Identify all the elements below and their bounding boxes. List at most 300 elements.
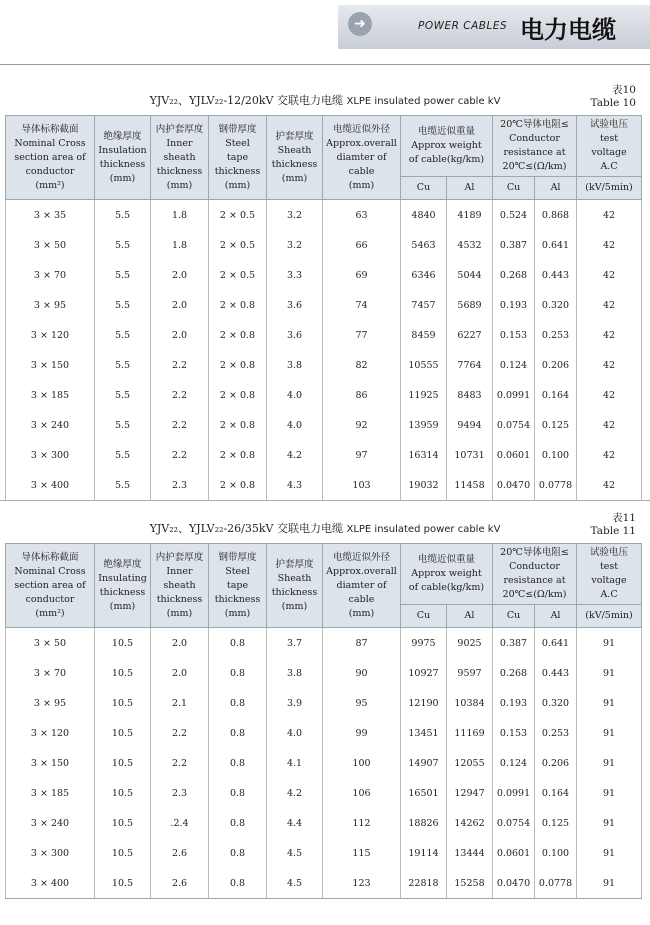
header-line: 护套厚度 xyxy=(275,130,314,142)
header-line: (mm) xyxy=(281,600,308,612)
cell-outer-diameter: 100 xyxy=(323,748,401,778)
section-divider xyxy=(0,500,650,501)
cell-sheath: 4.1 xyxy=(267,748,323,778)
cell-steel-tape: 0.8 xyxy=(209,808,267,838)
table-row xyxy=(6,470,642,501)
header-rule xyxy=(0,64,650,65)
col-header-weight xyxy=(401,116,493,177)
header-line: 电缆近似外径 xyxy=(332,551,390,563)
cell-insulation: 10.5 xyxy=(95,658,151,688)
col-header-resistance xyxy=(493,116,577,177)
col-header-sheath xyxy=(267,544,323,628)
cell-resistance-al: 0.443 xyxy=(535,260,577,290)
header-line: resistance at xyxy=(503,147,566,158)
cell-weight-al: 10731 xyxy=(447,440,493,470)
cell-insulation: 5.5 xyxy=(95,320,151,350)
header-line: section area of xyxy=(14,579,86,591)
cell-outer-diameter: 77 xyxy=(323,320,401,350)
header-line: (mm²) xyxy=(35,179,65,191)
table11-caption-model: YJV₂₂、YJLV₂₂-26/35kV xyxy=(149,522,274,535)
cell-resistance-al: 0.206 xyxy=(535,748,577,778)
cell-sheath: 4.4 xyxy=(267,808,323,838)
col-header-inner-sheath xyxy=(151,116,209,200)
cell-resistance-cu: 0.153 xyxy=(493,718,535,748)
header-line: (mm) xyxy=(166,607,193,619)
cell-weight-cu: 13451 xyxy=(401,718,447,748)
table-row xyxy=(6,658,642,688)
table-row xyxy=(6,748,642,778)
cell-test-voltage: 42 xyxy=(577,380,642,410)
cell-weight-al: 9494 xyxy=(447,410,493,440)
cell-insulation: 10.5 xyxy=(95,778,151,808)
cell-cross-section: 3 × 120 xyxy=(6,718,95,748)
cell-sheath: 3.7 xyxy=(267,628,323,659)
cell-outer-diameter: 92 xyxy=(323,410,401,440)
cell-outer-diameter: 115 xyxy=(323,838,401,868)
cell-inner-sheath: 2.2 xyxy=(151,350,209,380)
cell-cross-section: 3 × 150 xyxy=(6,748,95,778)
header-line: thickness xyxy=(99,586,146,598)
header-line: Inner xyxy=(166,565,193,577)
cell-sheath: 3.2 xyxy=(267,230,323,260)
arrow-right-icon: ➜ xyxy=(348,12,372,36)
header-line: Steel xyxy=(225,137,250,149)
cell-outer-diameter: 82 xyxy=(323,350,401,380)
header-line: conductor xyxy=(25,593,75,605)
table-row xyxy=(6,718,642,748)
header-line: 20℃导体电阻≤ xyxy=(500,547,569,558)
cell-resistance-al: 0.0778 xyxy=(535,868,577,899)
cell-steel-tape: 0.8 xyxy=(209,658,267,688)
cell-weight-cu: 11925 xyxy=(401,380,447,410)
header-line: 钢带厚度 xyxy=(218,123,257,135)
cell-outer-diameter: 106 xyxy=(323,778,401,808)
header-line: (mm) xyxy=(224,179,251,191)
header-line: 内护套厚度 xyxy=(155,123,204,135)
header-line: thickness xyxy=(156,593,203,605)
cell-steel-tape: 0.8 xyxy=(209,688,267,718)
cell-inner-sheath: 2.3 xyxy=(151,778,209,808)
cell-weight-cu: 13959 xyxy=(401,410,447,440)
cell-cross-section: 3 × 35 xyxy=(6,200,95,231)
header-line: conductor xyxy=(25,165,75,177)
cell-inner-sheath: 2.2 xyxy=(151,380,209,410)
cell-sheath: 4.5 xyxy=(267,838,323,868)
cell-sheath: 3.8 xyxy=(267,350,323,380)
cell-sheath: 4.2 xyxy=(267,778,323,808)
cell-inner-sheath: 2.0 xyxy=(151,320,209,350)
subheader-weight-cu: Cu xyxy=(401,605,447,628)
header-line: (mm) xyxy=(348,607,375,619)
cell-weight-al: 4532 xyxy=(447,230,493,260)
cell-resistance-al: 0.641 xyxy=(535,628,577,659)
cell-cross-section: 3 × 185 xyxy=(6,778,95,808)
cell-resistance-al: 0.164 xyxy=(535,778,577,808)
table-row xyxy=(6,778,642,808)
cell-inner-sheath: 2.0 xyxy=(151,260,209,290)
cell-weight-cu: 4840 xyxy=(401,200,447,231)
cell-steel-tape: 2 × 0.8 xyxy=(209,440,267,470)
cell-test-voltage: 42 xyxy=(577,350,642,380)
header-line: sheath xyxy=(163,579,196,591)
cell-sheath: 3.3 xyxy=(267,260,323,290)
cell-sheath: 3.6 xyxy=(267,290,323,320)
cell-steel-tape: 2 × 0.8 xyxy=(209,320,267,350)
cell-weight-cu: 9975 xyxy=(401,628,447,659)
cell-test-voltage: 91 xyxy=(577,778,642,808)
subheader-weight-cu: Cu xyxy=(401,177,447,200)
header-line: tape xyxy=(226,151,249,163)
col-header-cross-section xyxy=(6,544,95,628)
header-line: diamter of xyxy=(336,151,387,163)
cell-resistance-al: 0.320 xyxy=(535,290,577,320)
header-line: 绝缘厚度 xyxy=(103,558,142,570)
cell-insulation: 5.5 xyxy=(95,200,151,231)
subheader-weight-al: Al xyxy=(447,177,493,200)
cell-inner-sheath: 2.2 xyxy=(151,440,209,470)
header-line: (mm) xyxy=(281,172,308,184)
cell-outer-diameter: 112 xyxy=(323,808,401,838)
header-line: Approx weight xyxy=(411,140,482,151)
col-header-steel-tape xyxy=(209,116,267,200)
cell-weight-al: 5689 xyxy=(447,290,493,320)
cell-resistance-cu: 0.124 xyxy=(493,748,535,778)
cell-insulation: 5.5 xyxy=(95,230,151,260)
cell-resistance-al: 0.206 xyxy=(535,350,577,380)
cell-weight-cu: 16501 xyxy=(401,778,447,808)
header-line: thickness xyxy=(214,593,261,605)
table-row xyxy=(6,230,642,260)
header-line: 20℃导体电阻≤ xyxy=(500,119,569,130)
header-line: 内护套厚度 xyxy=(155,551,204,563)
table-row xyxy=(6,628,642,659)
cell-resistance-al: 0.253 xyxy=(535,718,577,748)
table-row xyxy=(6,440,642,470)
cell-sheath: 4.0 xyxy=(267,410,323,440)
cell-inner-sheath: 2.0 xyxy=(151,290,209,320)
cell-inner-sheath: 2.2 xyxy=(151,410,209,440)
table11-body xyxy=(6,628,642,899)
header-line: tape xyxy=(226,579,249,591)
header-line: 试验电压 xyxy=(590,547,629,558)
header-line: Approx.overall xyxy=(326,565,397,577)
cell-test-voltage: 91 xyxy=(577,718,642,748)
header-line: sheath xyxy=(163,151,196,163)
header-line: Approx.overall xyxy=(326,137,397,149)
cell-test-voltage: 42 xyxy=(577,410,642,440)
cell-sheath: 4.0 xyxy=(267,380,323,410)
cell-insulation: 5.5 xyxy=(95,350,151,380)
header-line: voltage xyxy=(591,147,627,158)
cell-cross-section: 3 × 95 xyxy=(6,290,95,320)
col-header-resistance xyxy=(493,544,577,605)
cell-weight-cu: 7457 xyxy=(401,290,447,320)
header-line: Insulation xyxy=(98,144,147,156)
cell-weight-al: 11458 xyxy=(447,470,493,501)
header-line: 钢带厚度 xyxy=(218,551,257,563)
header-line: thickness xyxy=(156,165,203,177)
header-line: 导体标称截面 xyxy=(21,551,79,563)
header-line: test xyxy=(599,133,619,144)
cell-inner-sheath: 2.0 xyxy=(151,658,209,688)
cell-weight-al: 8483 xyxy=(447,380,493,410)
cell-resistance-cu: 0.0991 xyxy=(493,380,535,410)
col-header-insulation xyxy=(95,116,151,200)
cell-resistance-al: 0.164 xyxy=(535,380,577,410)
cell-resistance-al: 0.253 xyxy=(535,320,577,350)
subheader-test-voltage-unit: (kV/5min) xyxy=(577,177,642,200)
cell-steel-tape: 2 × 0.8 xyxy=(209,350,267,380)
cell-insulation: 5.5 xyxy=(95,290,151,320)
header-line: Sheath xyxy=(277,572,312,584)
header-line: cable xyxy=(348,593,375,605)
cell-test-voltage: 91 xyxy=(577,808,642,838)
cell-weight-al: 12947 xyxy=(447,778,493,808)
banner-title-en: POWER CABLES xyxy=(418,20,508,32)
col-header-sheath xyxy=(267,116,323,200)
cell-inner-sheath: 2.1 xyxy=(151,688,209,718)
cell-weight-cu: 19114 xyxy=(401,838,447,868)
header-line: (mm) xyxy=(109,600,136,612)
cell-outer-diameter: 103 xyxy=(323,470,401,501)
cell-resistance-al: 0.100 xyxy=(535,838,577,868)
cell-sheath: 3.8 xyxy=(267,658,323,688)
col-header-test-voltage xyxy=(577,116,642,177)
subheader-resistance-al: Al xyxy=(535,177,577,200)
cell-test-voltage: 42 xyxy=(577,290,642,320)
cell-outer-diameter: 87 xyxy=(323,628,401,659)
table11-label xyxy=(591,512,636,538)
table10-label-cn: 表10 xyxy=(612,84,636,96)
cell-cross-section: 3 × 240 xyxy=(6,808,95,838)
table10-body xyxy=(6,200,642,501)
col-header-test-voltage xyxy=(577,544,642,605)
cell-resistance-al: 0.641 xyxy=(535,230,577,260)
cell-weight-al: 10384 xyxy=(447,688,493,718)
cell-outer-diameter: 90 xyxy=(323,658,401,688)
table10-caption xyxy=(0,92,650,108)
cell-test-voltage: 42 xyxy=(577,440,642,470)
cell-insulation: 5.5 xyxy=(95,260,151,290)
cell-steel-tape: 2 × 0.8 xyxy=(209,470,267,501)
cell-resistance-al: 0.0778 xyxy=(535,470,577,501)
cell-test-voltage: 91 xyxy=(577,628,642,659)
cell-resistance-cu: 0.524 xyxy=(493,200,535,231)
header-line: resistance at xyxy=(503,575,566,586)
header-line: Nominal Cross xyxy=(14,137,86,149)
header-line: of cable(kg/km) xyxy=(408,154,485,165)
cell-insulation: 10.5 xyxy=(95,748,151,778)
cell-outer-diameter: 95 xyxy=(323,688,401,718)
table-row xyxy=(6,410,642,440)
cell-steel-tape: 0.8 xyxy=(209,778,267,808)
header-line: Insulating xyxy=(98,572,147,584)
cell-outer-diameter: 74 xyxy=(323,290,401,320)
cell-weight-al: 4189 xyxy=(447,200,493,231)
cell-cross-section: 3 × 300 xyxy=(6,440,95,470)
subheader-resistance-cu: Cu xyxy=(493,605,535,628)
table-row xyxy=(6,380,642,410)
cell-cross-section: 3 × 400 xyxy=(6,868,95,899)
cell-sheath: 4.3 xyxy=(267,470,323,501)
cell-test-voltage: 91 xyxy=(577,838,642,868)
cell-insulation: 5.5 xyxy=(95,440,151,470)
header-line: A.C xyxy=(600,161,618,172)
cell-test-voltage: 42 xyxy=(577,200,642,231)
cell-weight-al: 13444 xyxy=(447,838,493,868)
table-row xyxy=(6,868,642,899)
cell-weight-al: 12055 xyxy=(447,748,493,778)
header-line: diamter of xyxy=(336,579,387,591)
header-line: section area of xyxy=(14,151,86,163)
cell-cross-section: 3 × 70 xyxy=(6,260,95,290)
cell-weight-cu: 6346 xyxy=(401,260,447,290)
header-line: cable xyxy=(348,165,375,177)
cell-weight-cu: 10555 xyxy=(401,350,447,380)
table-row xyxy=(6,808,642,838)
cell-weight-al: 9025 xyxy=(447,628,493,659)
cell-resistance-al: 0.125 xyxy=(535,808,577,838)
header-line: thickness xyxy=(271,158,318,170)
cell-cross-section: 3 × 400 xyxy=(6,470,95,501)
cell-steel-tape: 0.8 xyxy=(209,718,267,748)
cell-resistance-cu: 0.193 xyxy=(493,290,535,320)
cell-steel-tape: 2 × 0.5 xyxy=(209,200,267,231)
table11-caption xyxy=(0,520,650,536)
cell-cross-section: 3 × 70 xyxy=(6,658,95,688)
cell-resistance-cu: 0.124 xyxy=(493,350,535,380)
table10-caption-model: YJV₂₂、YJLV₂₂-12/20kV xyxy=(149,94,274,107)
table10-label xyxy=(591,84,636,110)
cell-test-voltage: 91 xyxy=(577,658,642,688)
cell-weight-cu: 8459 xyxy=(401,320,447,350)
cell-resistance-al: 0.320 xyxy=(535,688,577,718)
cell-weight-cu: 22818 xyxy=(401,868,447,899)
cell-steel-tape: 0.8 xyxy=(209,868,267,899)
cell-resistance-al: 0.443 xyxy=(535,658,577,688)
header-line: Steel xyxy=(225,565,250,577)
header-line: Conductor xyxy=(509,133,560,144)
cell-inner-sheath: 2.0 xyxy=(151,628,209,659)
header-line: thickness xyxy=(271,586,318,598)
header-line: (mm) xyxy=(348,179,375,191)
cell-resistance-cu: 0.387 xyxy=(493,628,535,659)
header-line: 电缆近似重量 xyxy=(418,126,476,137)
header-line: 绝缘厚度 xyxy=(103,130,142,142)
col-header-cross-section xyxy=(6,116,95,200)
header-line: test xyxy=(599,561,619,572)
table-row xyxy=(6,350,642,380)
cell-steel-tape: 2 × 0.5 xyxy=(209,230,267,260)
cell-weight-al: 11169 xyxy=(447,718,493,748)
cell-test-voltage: 42 xyxy=(577,320,642,350)
cell-weight-al: 5044 xyxy=(447,260,493,290)
cell-steel-tape: 2 × 0.5 xyxy=(209,260,267,290)
header-line: Inner xyxy=(166,137,193,149)
col-header-outer-diameter xyxy=(323,116,401,200)
cell-inner-sheath: 2.6 xyxy=(151,838,209,868)
cell-cross-section: 3 × 300 xyxy=(6,838,95,868)
cell-outer-diameter: 86 xyxy=(323,380,401,410)
cell-test-voltage: 91 xyxy=(577,688,642,718)
subheader-test-voltage-unit: (kV/5min) xyxy=(577,605,642,628)
subheader-resistance-cu: Cu xyxy=(493,177,535,200)
header-line: 试验电压 xyxy=(590,119,629,130)
table-row xyxy=(6,688,642,718)
cell-weight-al: 9597 xyxy=(447,658,493,688)
cell-resistance-cu: 0.0991 xyxy=(493,778,535,808)
cell-insulation: 5.5 xyxy=(95,380,151,410)
cell-outer-diameter: 123 xyxy=(323,868,401,899)
cell-sheath: 4.5 xyxy=(267,868,323,899)
header-line: Nominal Cross xyxy=(14,565,86,577)
cell-sheath: 3.6 xyxy=(267,320,323,350)
table11-label-en: Table 11 xyxy=(590,525,636,537)
cell-weight-al: 14262 xyxy=(447,808,493,838)
header-line: thickness xyxy=(99,158,146,170)
cell-steel-tape: 0.8 xyxy=(209,838,267,868)
table-row xyxy=(6,320,642,350)
cell-resistance-cu: 0.0601 xyxy=(493,440,535,470)
page-banner xyxy=(0,0,650,60)
cell-steel-tape: 0.8 xyxy=(209,628,267,659)
header-line: Approx weight xyxy=(411,568,482,579)
cell-resistance-cu: 0.268 xyxy=(493,260,535,290)
cell-test-voltage: 42 xyxy=(577,230,642,260)
cell-resistance-al: 0.125 xyxy=(535,410,577,440)
cell-cross-section: 3 × 50 xyxy=(6,230,95,260)
cell-inner-sheath: .2.4 xyxy=(151,808,209,838)
cell-outer-diameter: 97 xyxy=(323,440,401,470)
table11 xyxy=(5,543,642,899)
table10 xyxy=(5,115,642,501)
cell-steel-tape: 2 × 0.8 xyxy=(209,290,267,320)
cell-steel-tape: 2 × 0.8 xyxy=(209,380,267,410)
banner-title-cn: 电力电缆 xyxy=(520,16,616,44)
subheader-resistance-al: Al xyxy=(535,605,577,628)
cell-insulation: 10.5 xyxy=(95,688,151,718)
table10-label-en: Table 10 xyxy=(590,97,636,109)
header-line: Conductor xyxy=(509,561,560,572)
cell-cross-section: 3 × 120 xyxy=(6,320,95,350)
cell-test-voltage: 91 xyxy=(577,868,642,899)
cell-insulation: 10.5 xyxy=(95,808,151,838)
cell-outer-diameter: 66 xyxy=(323,230,401,260)
table-row xyxy=(6,838,642,868)
cell-sheath: 4.2 xyxy=(267,440,323,470)
cell-outer-diameter: 69 xyxy=(323,260,401,290)
cell-resistance-al: 0.100 xyxy=(535,440,577,470)
cell-test-voltage: 42 xyxy=(577,470,642,501)
header-line: 20℃≤(Ω/km) xyxy=(502,161,567,172)
cell-resistance-cu: 0.153 xyxy=(493,320,535,350)
cell-resistance-cu: 0.0601 xyxy=(493,838,535,868)
table11-caption-cn: 交联电力电缆 xyxy=(276,522,343,535)
cell-cross-section: 3 × 50 xyxy=(6,628,95,659)
cell-cross-section: 3 × 150 xyxy=(6,350,95,380)
col-header-insulation xyxy=(95,544,151,628)
header-line: A.C xyxy=(600,589,618,600)
header-line: 导体标称截面 xyxy=(21,123,79,135)
col-header-outer-diameter xyxy=(323,544,401,628)
table-row xyxy=(6,260,642,290)
col-header-weight xyxy=(401,544,493,605)
header-line: (mm) xyxy=(109,172,136,184)
cell-test-voltage: 91 xyxy=(577,748,642,778)
cell-cross-section: 3 × 185 xyxy=(6,380,95,410)
cell-cross-section: 3 × 240 xyxy=(6,410,95,440)
cell-weight-cu: 14907 xyxy=(401,748,447,778)
